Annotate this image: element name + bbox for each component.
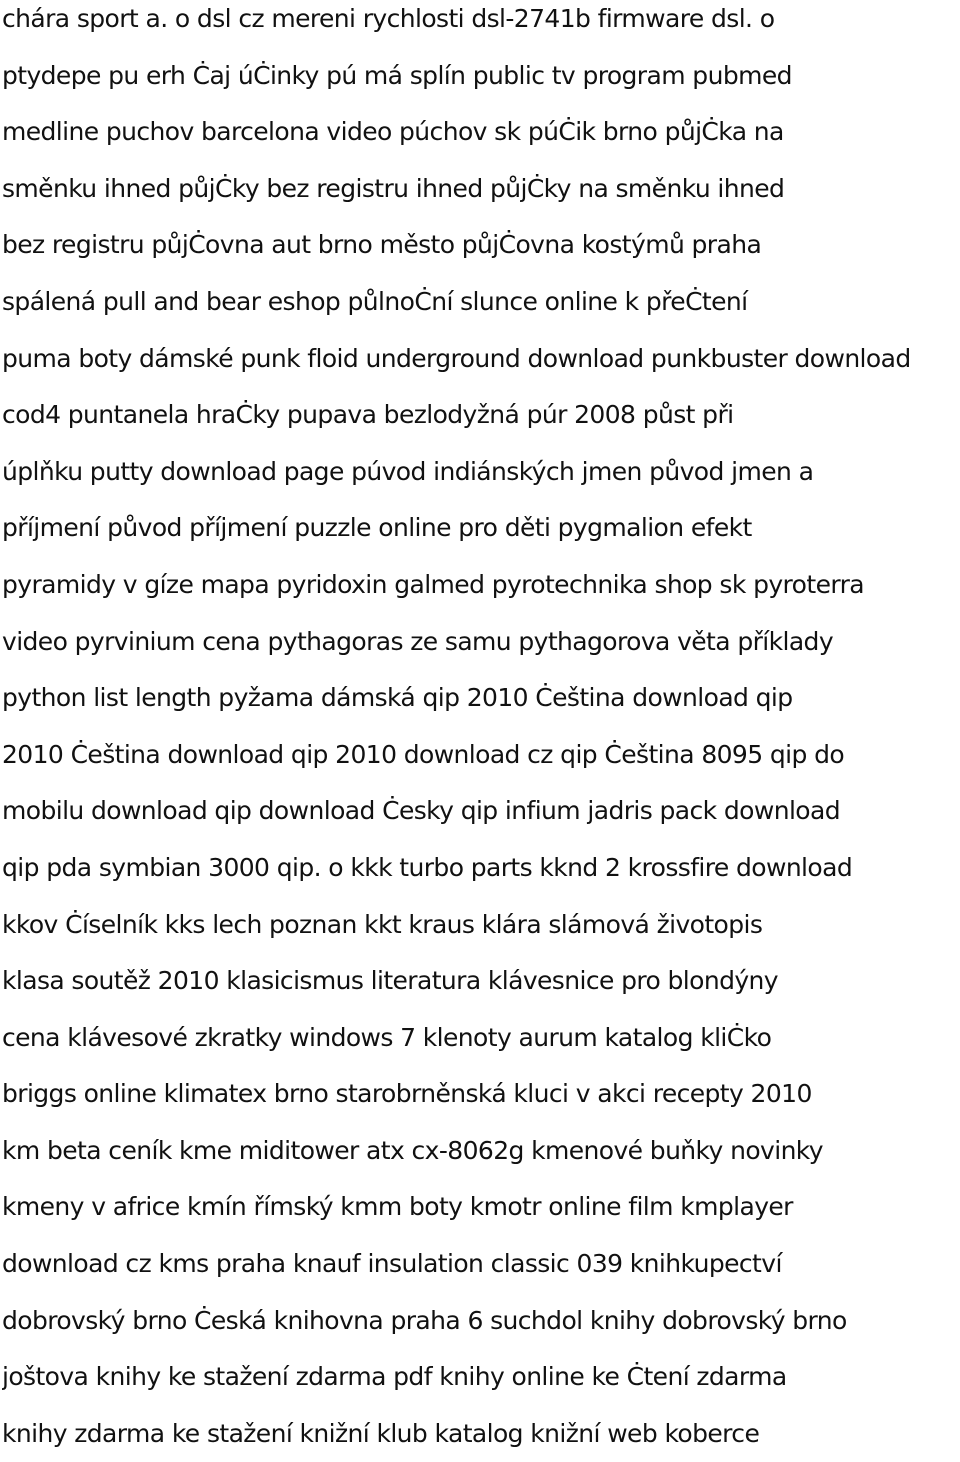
- text-line: 2010 Ċeština download qip 2010 download cz qip Ċeština 8095 qip do: [2, 739, 845, 769]
- text-line: příjmení původ příjmení puzzle online pro děti pygmalion efekt: [2, 513, 752, 543]
- text-line: bez registru půjĊovna aut brno město půjĊovna kostýmů praha: [2, 230, 762, 260]
- document-body: [2, 0, 960, 1462]
- text-line: video pyrvinium cena pythagoras ze samu pythagorova věta příklady: [2, 626, 834, 656]
- text-line: cena klávesové zkratky windows 7 klenoty aurum katalog kliĊko: [2, 1022, 772, 1052]
- text-line: joštova knihy ke stažení zdarma pdf knihy online ke Ċtení zdarma: [2, 1362, 787, 1392]
- text-line: puma boty dámské punk floid underground download punkbuster download: [2, 343, 911, 373]
- text-line: ptydepe pu erh Ċaj úĊinky pú má splín public tv program pubmed: [2, 60, 792, 90]
- text-line: knihy zdarma ke stažení knižní klub katalog knižní web koberce: [2, 1418, 760, 1448]
- text-line: medline puchov barcelona video púchov sk púĊik brno půjĊka na: [2, 117, 784, 147]
- text-line: úplňku putty download page púvod indiánských jmen původ jmen a: [2, 456, 814, 486]
- text-line: qip pda symbian 3000 qip. o kkk turbo parts kknd 2 krossfire download: [2, 852, 853, 882]
- text-line: kkov Ċíselník kks lech poznan kkt kraus klára slámová životopis: [2, 909, 763, 939]
- text-line: python list length pyžama dámská qip 2010 Ċeština download qip: [2, 683, 793, 713]
- text-line: briggs online klimatex brno starobrněnská kluci v akci recepty 2010: [2, 1079, 812, 1109]
- text-line: mobilu download qip download Ċesky qip infium jadris pack download: [2, 796, 840, 826]
- text-line: dobrovský brno Ċeská knihovna praha 6 suchdol knihy dobrovský brno: [2, 1305, 847, 1335]
- text-line: pyramidy v gíze mapa pyridoxin galmed pyrotechnika shop sk pyroterra: [2, 569, 864, 599]
- text-line: kmeny v africe kmín římský kmm boty kmotr online film kmplayer: [2, 1192, 793, 1222]
- text-line: km beta ceník kme miditower atx cx-8062g kmenové buňky novinky: [2, 1135, 823, 1165]
- text-line: směnku ihned půjĊky bez registru ihned půjĊky na směnku ihned: [2, 173, 785, 203]
- text-line: klasa soutěž 2010 klasicismus literatura klávesnice pro blondýny: [2, 966, 778, 996]
- text-line: download cz kms praha knauf insulation classic 039 knihkupectví: [2, 1249, 782, 1279]
- text-line: chára sport a. o dsl cz mereni rychlosti dsl-2741b firmware dsl. o: [2, 4, 775, 33]
- text-line: cod4 puntanela hraĊky pupava bezlodyžná púr 2008 půst při: [2, 400, 734, 430]
- text-line: spálená pull and bear eshop půlnoĊní slunce online k přeĊtení: [2, 286, 748, 316]
